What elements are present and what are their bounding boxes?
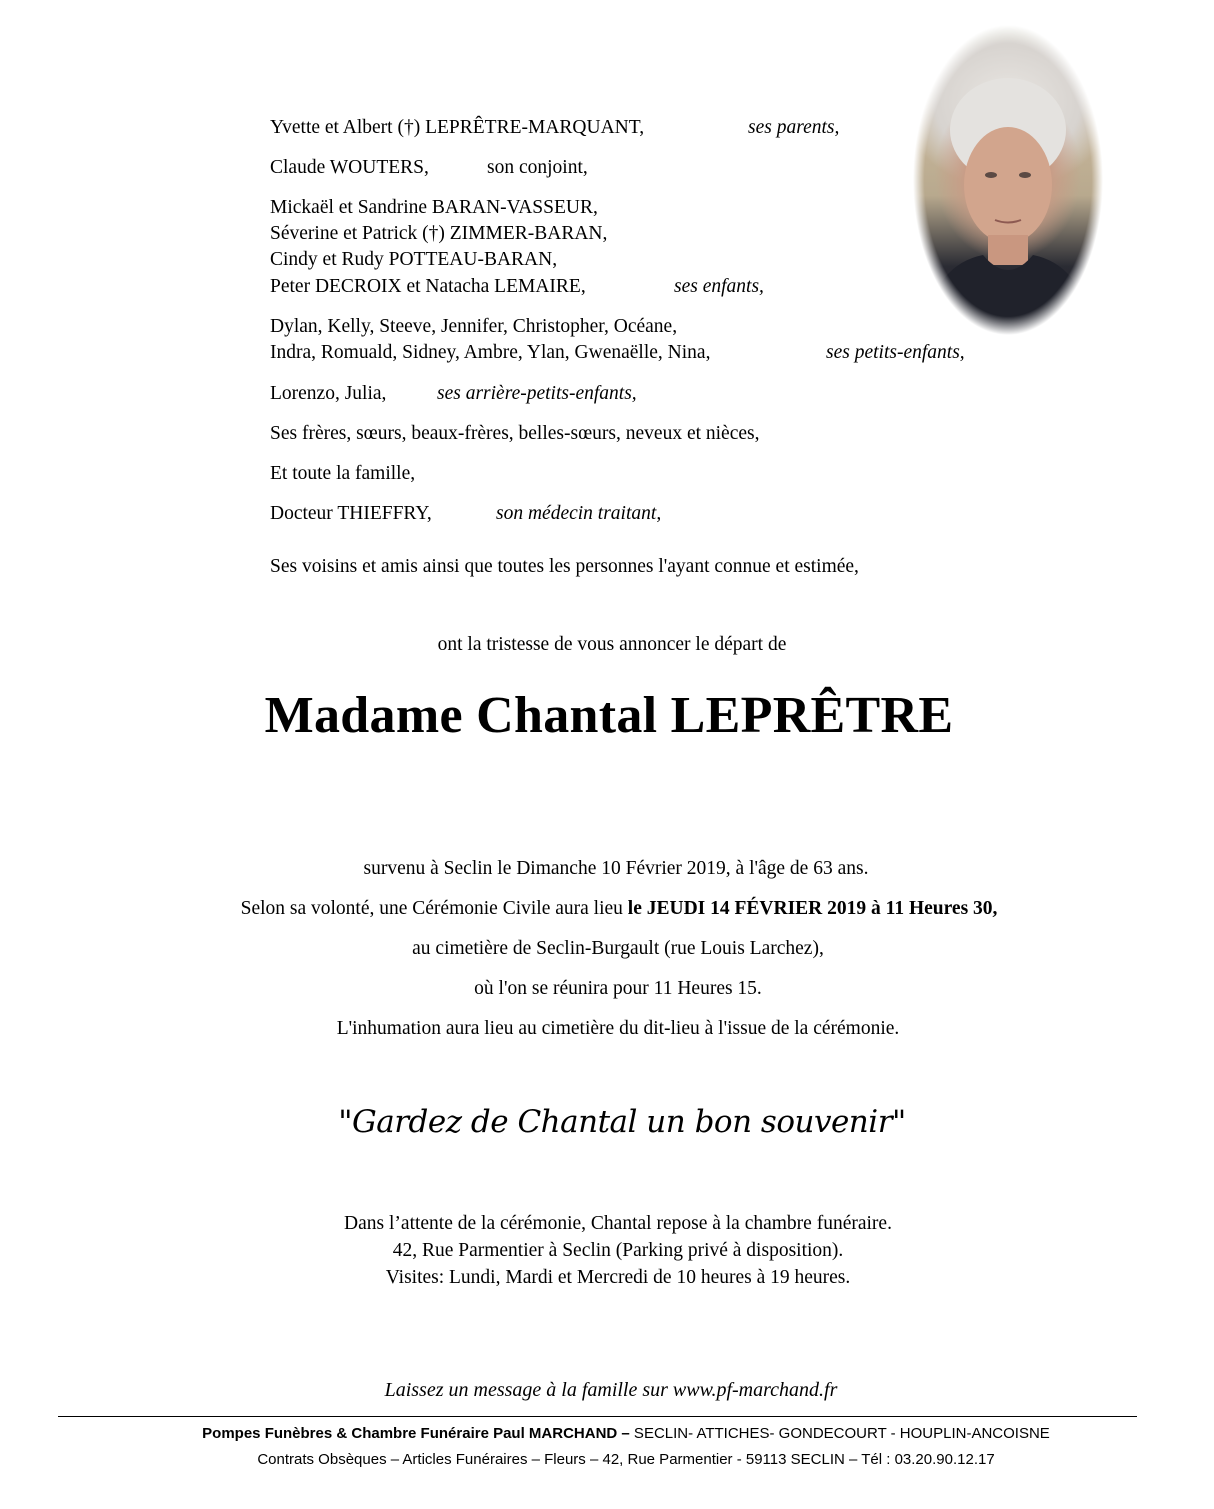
portrait-illustration [913,25,1103,335]
grandchildren-line: Dylan, Kelly, Steeve, Jennifer, Christopher, Océane, [270,316,678,337]
death-line: survenu à Seclin le Dimanche 10 Février 2019, à l'âge de 63 ans. [363,858,869,879]
footer-company: Pompes Funèbres & Chambre Funéraire Paul MARCHAND – [202,1425,630,1442]
burial-line: L'inhumation aura lieu au cimetière du dit-lieu à l'issue de la cérémonie. [336,1018,900,1039]
announcement-line: ont la tristesse de vous annoncer le départ de [437,634,787,655]
ceremony-prefix: Selon sa volonté, une Cérémonie Civile aura lieu [240,898,628,919]
neighbors-line: Ses voisins et amis ainsi que toutes les personnes l'ayant connue et estimée, [270,556,859,577]
great-grandchildren-role: ses arrière-petits-enfants, [437,383,637,404]
message-link-line: Laissez un message à la famille sur www.pf-marchand.fr [384,1379,838,1401]
great-grandchildren-names: Lorenzo, Julia, [270,383,387,404]
spouse-role: son conjoint, [487,157,588,178]
all-family-line: Et toute la famille, [270,463,416,484]
footer-divider [58,1416,1137,1417]
spouse-names: Claude WOUTERS, [270,157,429,178]
siblings-line: Ses frères, sœurs, beaux-frères, belles-sœurs, neveux et nièces, [270,423,760,444]
children-line: Cindy et Rudy POTTEAU-BARAN, [270,249,558,270]
doctor-names: Docteur THIEFFRY, [270,503,432,524]
parents-role: ses parents, [748,117,840,138]
family-parents [270,115,644,141]
repose-line: Visites: Lundi, Mardi et Mercredi de 10 heures à 19 heures. [385,1267,851,1288]
ceremony-line [0,898,1214,920]
footer-company-line [0,1425,1214,1442]
deceased-name: Madame Chantal LEPRÊTRE [264,687,954,744]
footer-towns: SECLIN- ATTICHES- GONDECOURT - HOUPLIN-ANCOISNE [629,1425,1050,1442]
grandchildren-line: Indra, Romuald, Sidney, Ambre, Ylan, Gwenaëlle, Nina, [270,342,711,363]
repose-line: 42, Rue Parmentier à Seclin (Parking privé à disposition). [392,1240,844,1261]
memorial-quote: "Gardez de Chantal un bon souvenir" [338,1104,906,1140]
children-line: Peter DECROIX et Natacha LEMAIRE, [270,276,586,297]
children-line: Séverine et Patrick (†) ZIMMER-BARAN, [270,223,608,244]
doctor-role: son médecin traitant, [496,503,662,524]
place-line: au cimetière de Seclin-Burgault (rue Louis Larchez), [412,938,824,959]
portrait-photo [913,25,1103,335]
ceremony-date: le JEUDI 14 FÉVRIER 2019 à 11 Heures 30, [627,898,998,919]
parents-names: Yvette et Albert (†) LEPRÊTRE-MARQUANT, [270,117,645,138]
children-line: Mickaël et Sandrine BARAN-VASSEUR, [270,197,598,218]
meeting-line: où l'on se réunira pour 11 Heures 15. [474,978,762,999]
grandchildren-role: ses petits-enfants, [826,342,965,363]
children-role: ses enfants, [674,276,764,297]
repose-line: Dans l’attente de la cérémonie, Chantal repose à la chambre funéraire. [344,1213,892,1234]
footer-services-line: Contrats Obsèques – Articles Funéraires – Fleurs – 42, Rue Parmentier - 59113 SECLIN – Tél : 03.20.90.12.17 [257,1451,995,1468]
